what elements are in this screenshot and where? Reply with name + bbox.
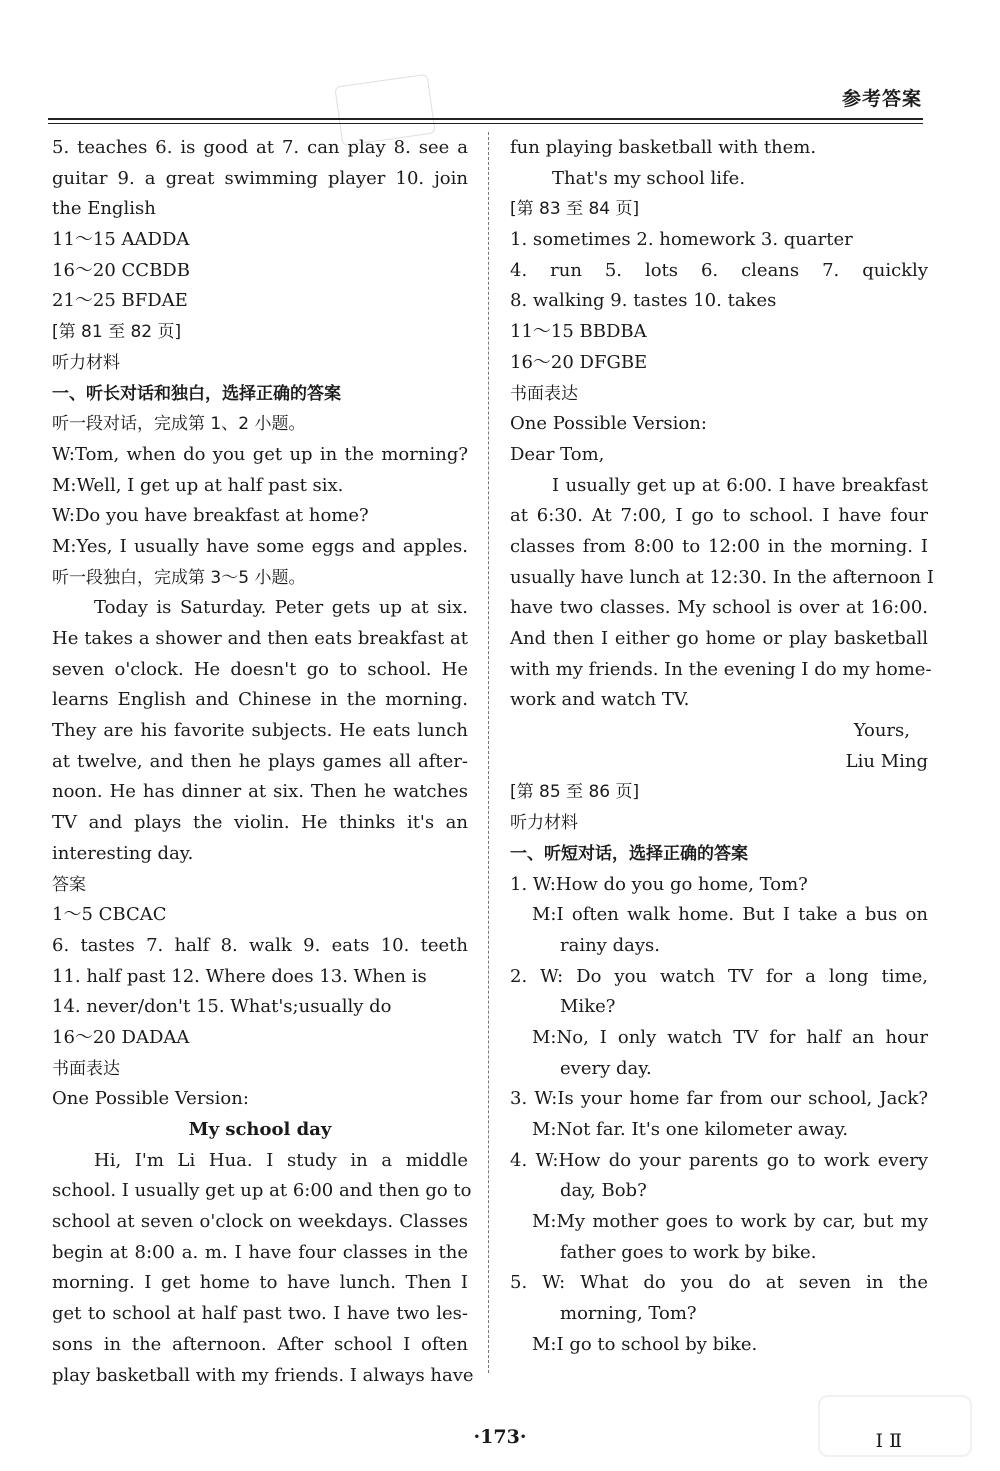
subheading: 听力材料: [510, 813, 578, 834]
dialogue-line: W:Tom, when do you get up in the morning?: [52, 443, 468, 465]
dialogue-line: M:I go to school by bike.: [532, 1333, 758, 1355]
text-line: Dear Tom,: [510, 443, 605, 465]
dialogue-line: M:I often walk home. But I take a bus on: [532, 904, 928, 926]
header-rule-thin: [48, 123, 923, 124]
dialogue-line: day, Bob?: [560, 1180, 647, 1202]
page-number: ·173·: [473, 1426, 527, 1448]
text-line: They are his favorite subjects. He eats lunch: [52, 720, 468, 742]
text-line: with my friends. In the evening I do my home-: [510, 658, 932, 680]
text-line: school at seven o'clock on weekdays. Classes: [52, 1211, 468, 1233]
text-line: at twelve, and then he plays games all after-: [52, 750, 468, 772]
text-line: 5. teaches 6. is good at 7. can play 8. see a: [52, 137, 468, 158]
text-line: Hi, I'm Li Hua. I study in a middle: [94, 1149, 468, 1171]
text-line: sons in the afternoon. After school I often: [52, 1333, 468, 1355]
answer-line: 1～5 CBCAC: [52, 904, 167, 926]
text-line: work and watch TV.: [510, 689, 690, 711]
dialogue-line: 3. W:Is your home far from our school, Jack?: [510, 1088, 928, 1110]
text-line: have two classes. My school is over at 16:00.: [510, 597, 928, 619]
answer-line: 11. half past 12. Where does 13. When is: [52, 965, 427, 987]
text-line: classes from 8:00 to 12:00 in the morning. I: [510, 535, 928, 557]
right-column: [510, 133, 934, 1361]
dialogue-line: 1. W:How do you go home, Tom?: [510, 873, 808, 895]
answer-line: 21～25 BFDAE: [52, 290, 188, 312]
text-line: interesting day.: [52, 842, 194, 864]
text-line: at 6:30. At 7:00, I go to school. I have four: [510, 505, 928, 527]
dialogue-line: 4. W:How do your parents go to work every: [510, 1149, 928, 1171]
text-line: learns English and Chinese in the morning.: [52, 689, 468, 711]
dialogue-line: M:Not far. It's one kilometer away.: [532, 1119, 849, 1140]
column-divider: [488, 132, 489, 1373]
text-line: play basketball with my friends. I always have: [52, 1364, 474, 1386]
answer-line: 16～20 CCBDB: [52, 259, 190, 281]
text-line: begin at 8:00 a. m. I have four classes in the: [52, 1241, 468, 1263]
dialogue-line: rainy days.: [560, 934, 660, 956]
dialogue-line: W:Do you have breakfast at home?: [52, 505, 369, 527]
answer-line: 16～20 DADAA: [52, 1026, 190, 1048]
subheading: 书面表达: [52, 1058, 120, 1079]
dialogue-line: Mike?: [560, 996, 616, 1018]
dialogue-line: father goes to work by bike.: [560, 1241, 817, 1263]
text-line: get to school at half past two. I have two les-: [52, 1303, 468, 1325]
text-line: One Possible Version:: [510, 413, 707, 435]
dialogue-line: M:No, I only watch TV for half an hour: [532, 1026, 928, 1048]
dialogue-line: morning, Tom?: [560, 1303, 697, 1325]
answer-line: 16～20 DFGBE: [510, 351, 648, 373]
dialogue-line: 5. W: What do you do at seven in the: [510, 1272, 928, 1294]
letter-closing: Yours,: [853, 720, 910, 742]
answer-line: 4. run 5. lots 6. cleans 7. quickly: [510, 259, 928, 281]
answer-line: 11～15 BBDBA: [510, 321, 647, 343]
subheading: 听力材料: [52, 352, 120, 373]
text-line: Today is Saturday. Peter gets up at six.: [94, 597, 468, 619]
letter-signature: Liu Ming: [845, 750, 928, 772]
section-heading: [第 81 至 82 页]: [52, 322, 182, 343]
left-column: [52, 133, 474, 1391]
section-heading: [第 83 至 84 页]: [510, 199, 640, 220]
subheading: 答案: [52, 874, 86, 895]
text-line: I usually get up at 6:00. I have breakfast: [552, 474, 928, 496]
answer-line: 11～15 AADDA: [52, 229, 190, 251]
answer-line: 6. tastes 7. half 8. walk 9. eats 10. teeth: [52, 934, 468, 956]
dialogue-line: 2. W: Do you watch TV for a long time,: [510, 965, 928, 987]
dialogue-line: M:My mother goes to work by car, but my: [532, 1211, 928, 1233]
text-line: school. I usually get up at 6:00 and then go to: [52, 1180, 472, 1202]
text-line: He takes a shower and then eats breakfast at: [52, 628, 468, 649]
header-rule: [48, 118, 923, 120]
answer-line: 14. never/don't 15. What's;usually do: [52, 996, 392, 1018]
text-line: One Possible Version:: [52, 1088, 249, 1110]
text-line: And then I either go home or play basketball: [510, 628, 928, 649]
instruction: 听一段独白，完成第 3～5 小题。: [52, 567, 306, 588]
text-line: fun playing basketball with them.: [510, 137, 817, 158]
text-line: morning. I get home to have lunch. Then I: [52, 1272, 468, 1294]
instruction: 听一段对话，完成第 1、2 小题。: [52, 414, 306, 435]
text-line: usually have lunch at 12:30. In the afternoon I: [510, 566, 934, 588]
subheading: 书面表达: [510, 383, 578, 404]
dialogue-line: every day.: [560, 1057, 652, 1079]
answer-line: 1. sometimes 2. homework 3. quarter: [510, 229, 853, 251]
text-line: the English: [52, 198, 156, 220]
dialogue-line: M:Well, I get up at half past six.: [52, 474, 344, 496]
text-line: That's my school life.: [552, 167, 746, 189]
dialogue-line: M:Yes, I usually have some eggs and apples.: [52, 535, 468, 557]
section-heading: [第 85 至 86 页]: [510, 782, 640, 803]
header-label: 参考答案: [841, 88, 922, 110]
text-line: TV and plays the violin. He thinks it's an: [52, 812, 468, 834]
subheading: 一、听短对话，选择正确的答案: [510, 843, 748, 864]
text-line: noon. He has dinner at six. Then he watches: [52, 781, 468, 803]
essay-title: My school day: [188, 1119, 332, 1140]
subheading: 一、听长对话和独白，选择正确的答案: [52, 383, 341, 404]
answer-line: 8. walking 9. tastes 10. takes: [510, 290, 777, 312]
text-line: seven o'clock. He doesn't go to school. He: [52, 658, 468, 680]
text-line: guitar 9. a great swimming player 10. join: [52, 167, 468, 189]
watermark-logo: [818, 1395, 972, 1457]
page-code: I Ⅱ: [875, 1430, 902, 1452]
